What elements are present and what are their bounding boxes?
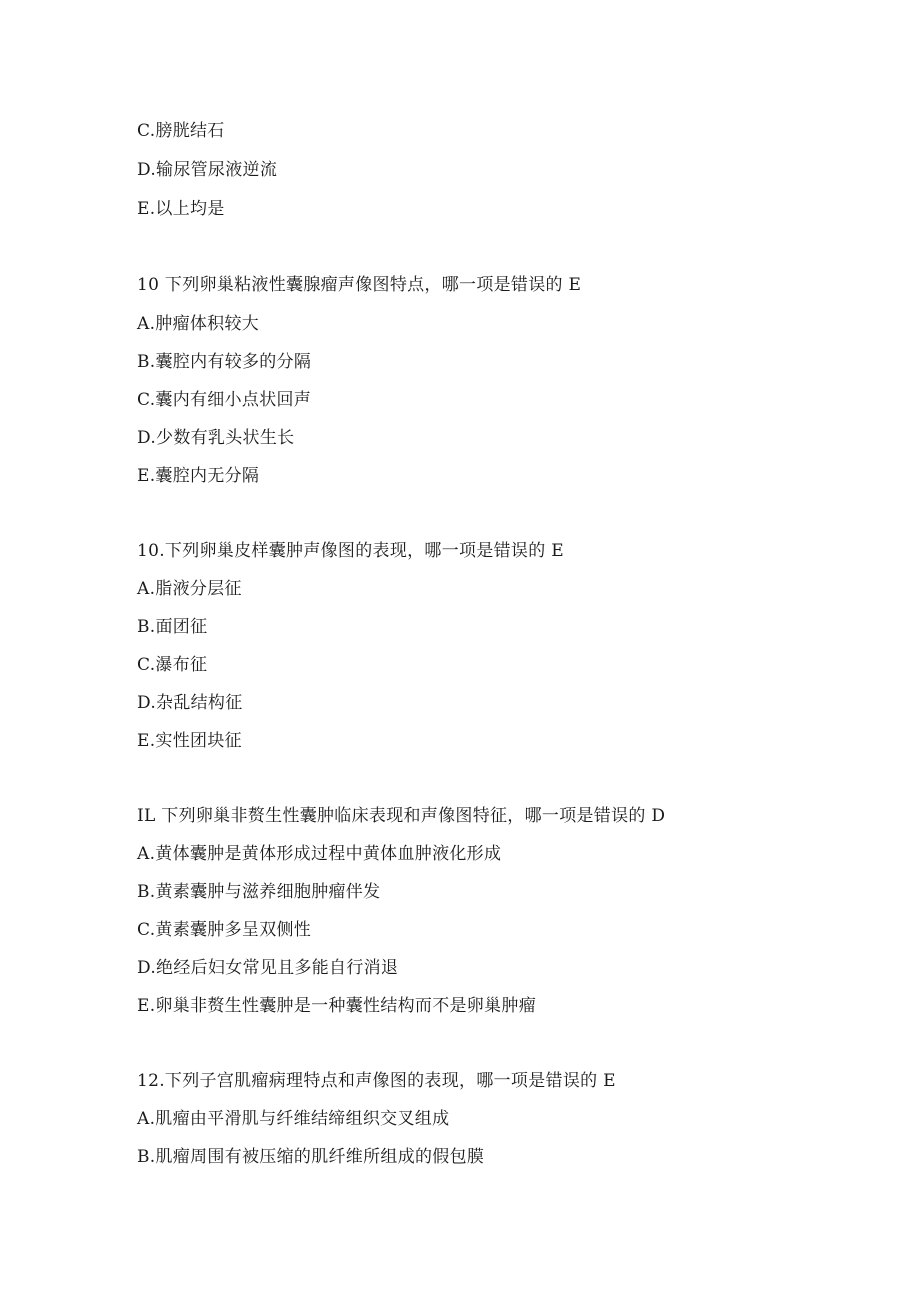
option-b-q10b: B.面团征 — [137, 617, 208, 637]
option-d-q11: D.绝经后妇女常见且多能自行消退 — [137, 958, 399, 978]
option-b-q11: B.黄素囊肿与滋养细胞肿瘤伴发 — [137, 882, 381, 902]
option-c-q10b: C.瀑布征 — [137, 655, 208, 675]
option-b-q10a: B.囊腔内有较多的分隔 — [137, 352, 312, 372]
option-d-q9: D.输尿管尿液逆流 — [137, 160, 278, 180]
option-b-q12: B.肌瘤周围有被压缩的肌纤维所组成的假包膜 — [137, 1147, 485, 1167]
option-a-q12: A.肌瘤由平滑肌与纤维结缔组织交叉组成 — [137, 1109, 450, 1129]
question-12: 12.下列子宫肌瘤病理特点和声像图的表现，哪一项是错误的 E — [137, 1071, 616, 1091]
option-c-q11: C.黄素囊肿多呈双侧性 — [137, 920, 312, 940]
option-d-q10b: D.杂乱结构征 — [137, 693, 243, 713]
option-e-q11: E.卵巢非赘生性囊肿是一种囊性结构而不是卵巢肿瘤 — [137, 996, 537, 1016]
question-11: IL 下列卵巢非赘生性囊肿临床表现和声像图特征，哪一项是错误的 D — [137, 806, 666, 826]
option-d-q10a: D.少数有乳头状生长 — [137, 428, 295, 448]
option-c-q10a: C.囊内有细小点状回声 — [137, 390, 312, 410]
question-10b: 10.下列卵巢皮样囊肿声像图的表现，哪一项是错误的 E — [137, 541, 564, 561]
option-e-q10a: E.囊腔内无分隔 — [137, 466, 260, 486]
option-a-q10b: A.脂液分层征 — [137, 579, 242, 599]
option-c-q9: C.膀胱结石 — [137, 121, 225, 141]
option-a-q10a: A.肿瘤体积较大 — [137, 314, 260, 334]
option-e-q9: E.以上均是 — [137, 199, 225, 219]
question-10a: 10 下列卵巢粘液性囊腺瘤声像图特点，哪一项是错误的 E — [137, 275, 582, 295]
option-e-q10b: E.实性团块征 — [137, 731, 242, 751]
option-a-q11: A.黄体囊肿是黄体形成过程中黄体血肿液化形成 — [137, 844, 502, 864]
